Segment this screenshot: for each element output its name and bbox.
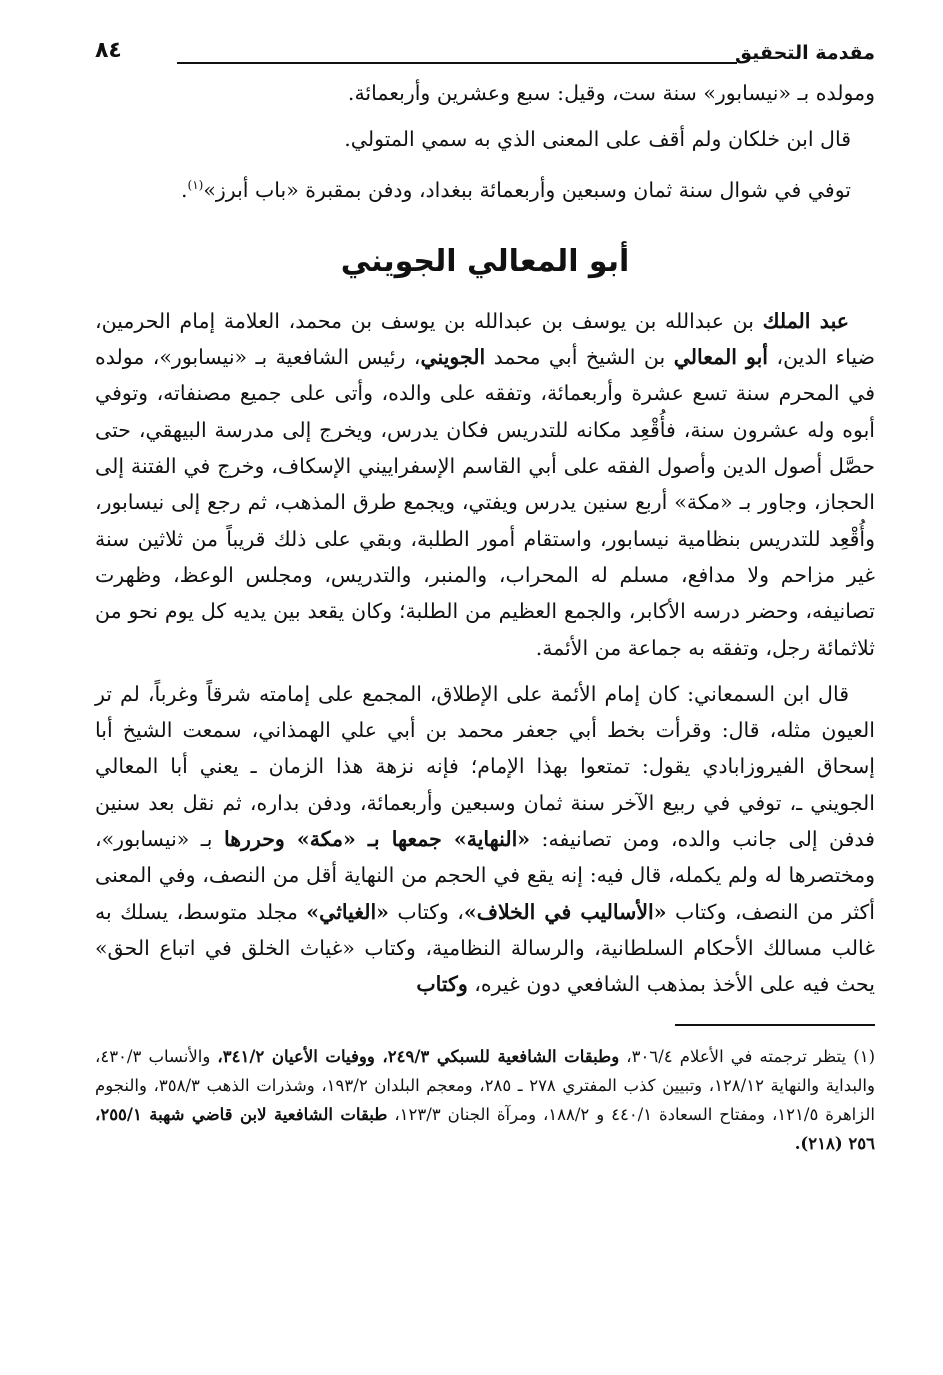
footnote-ref[interactable]: (١) (187, 178, 204, 192)
document-page (95, 28, 875, 1158)
footnote-bold-b: طبقات الشافعية لابن قاضي شهبة ٢٥٥/١، ٢٥٦ (٢١٨). (95, 1105, 875, 1154)
paragraph-1-text-b: بن الشيخ أبي محمد (485, 345, 674, 370)
book-nihaya: «النهاية» جمعها بـ «مكة» وحررها (223, 826, 531, 851)
person-kunya: أبو المعالي (673, 345, 769, 370)
book-asalib: «الأساليب في الخلاف» (463, 899, 667, 924)
death-text-end: . (180, 177, 188, 202)
person-nisba: الجويني (420, 345, 486, 370)
intro-line-death (95, 162, 875, 213)
book-ghiyathi: «الغياثي» (306, 899, 389, 924)
page-number: ٨٤ (95, 38, 122, 63)
page-header (95, 28, 875, 70)
section-heading: أبو المعالي الجويني (340, 243, 630, 279)
paragraph-2-text-b: بـ «نيسابور»، ومختصرها له ولم يكمله، قال فيه: إنه يقع في الحجم من النهاية أقل من النصف، وفي المعنى أكثر من النصف، وكتاب (95, 826, 875, 924)
death-text: توفي في شوال سنة ثمان وسبعين وأربعمائة ببغداد، ودفن بمقبرة «باب أبرز» (203, 177, 851, 202)
intro-line-birth: ومولده بـ «نيسابور» سنة ست، وقيل: سبع وعشرين وأربعمائة. (347, 81, 875, 105)
footnote-text-a: (١) يتظر ترجمته في الأعلام ٣٠٦/٤، (619, 1047, 875, 1067)
paragraph-2-text-d: مجلد متوسط، يسلك به غالب مسالك الأحكام السلطانية، والرسالة النظامية، وكتاب «غياث الخلق في اتباع الحق» يحث فيه على الأخذ بمذهب الشافعي دون غيره، (95, 899, 875, 997)
footnote-1 (95, 1042, 875, 1158)
header-rule (177, 62, 737, 64)
person-name: عبد الملك (762, 308, 849, 333)
paragraph-2-text-c: ، وكتاب (388, 899, 464, 924)
intro-text (95, 70, 875, 213)
paragraph-2-text-a: قال ابن السمعاني: كان إمام الأئمة على الإطلاق، المجمع على إمامته شرقاً وغرباً، لم تر العيون مثله، قال: وقرأت بخط أبي جعفر محمد بن أبي علي الهمذاني، سمعت الشيخ أبا إسحاق الفيروزابادي يقول: تمتعوا بهذا الإمام؛ فإنه نزهة هذا الزمان ـ يعني أبا المعالي الجويني ـ، توفي في ربيع الآخر سنة ثمان وسبعين وأربعمائة، ودفن بداره، ثم نقل بعد سنين فدفن إلى جانب والده، ومن تصانيفه: (95, 681, 875, 851)
footnote (95, 1042, 875, 1158)
footnote-separator (675, 1024, 875, 1026)
footnote-text-b: والأنساب ٤٣٠/٣، والبداية والنهاية ١٢٨/١٢، وتبيين كذب المفتري ٢٧٨ ـ ٢٨٥، ومعجم البلدان ١٩٣/٢، وشذرات الذهب ٣٥٨/٣، والنجوم الزاهرة ١٢١/٥، ومفتاح السعادة ٤٤٠/١ و ١٨٨/٢، ومرآة الجنان ١٢٣/٣، (95, 1047, 875, 1125)
paragraph-2 (95, 676, 875, 1003)
paragraph-1 (95, 303, 875, 666)
footnote-bold-a: وطبقات الشافعية للسبكي ٢٤٩/٣، ووفيات الأعيان ٣٤١/٢، (217, 1047, 620, 1067)
running-title: مقدمة التحقيق (735, 42, 875, 64)
paragraph-1-text-c: ، رئيس الشافعية بـ «نيسابور»، مولده في المحرم سنة تسع عشرة وأربعمائة، وتفقه على والده، وأتى على جميع مصنفاته، وتوفي أبوه وله عشرون سنة، فأُقْعِد مكانه للتدريس فكان يدرس، ويخرج إلى مدرسة البيهقي، حتى حصَّل أصول الدين وأصول الفقه على أبي القاسم الإسفراييني الإسكاف، وخرج في الفتنة إلى الحجاز، وجاور بـ «مكة» أربع سنين يدرس ويفتي، ويجمع طرق المذهب، ثم رجع إلى نيسابور، وأُقْعِد للتدريس بنظامية نيسابور، واستقام أمور الطلبة، وبقي على ذلك قريباً من ثلاثين سنة غير مزاحم ولا مدافع، مسلم له المحراب، والمنبر، والتدريس، ومجلس الوعظ، وظهرت تصانيفه، وحضر درسه الأكابر، والجمع العظيم من الطلبة؛ وكان يقعد بين يديه كل يوم نحو من ثلاثمائة رجل، وتفقه به جماعة من الأئمة. (95, 345, 875, 660)
paragraph-1-text-a: بن عبدالله بن يوسف بن عبدالله بن يوسف بن محمد، العلامة إمام الحرمين، ضياء الدين، (95, 308, 876, 370)
intro-line-ibn-khallikan: قال ابن خلكان ولم أقف على المعنى الذي به سمي المتولي. (344, 127, 851, 151)
biography-body (95, 303, 875, 1003)
book-next: وكتاب (416, 972, 468, 997)
